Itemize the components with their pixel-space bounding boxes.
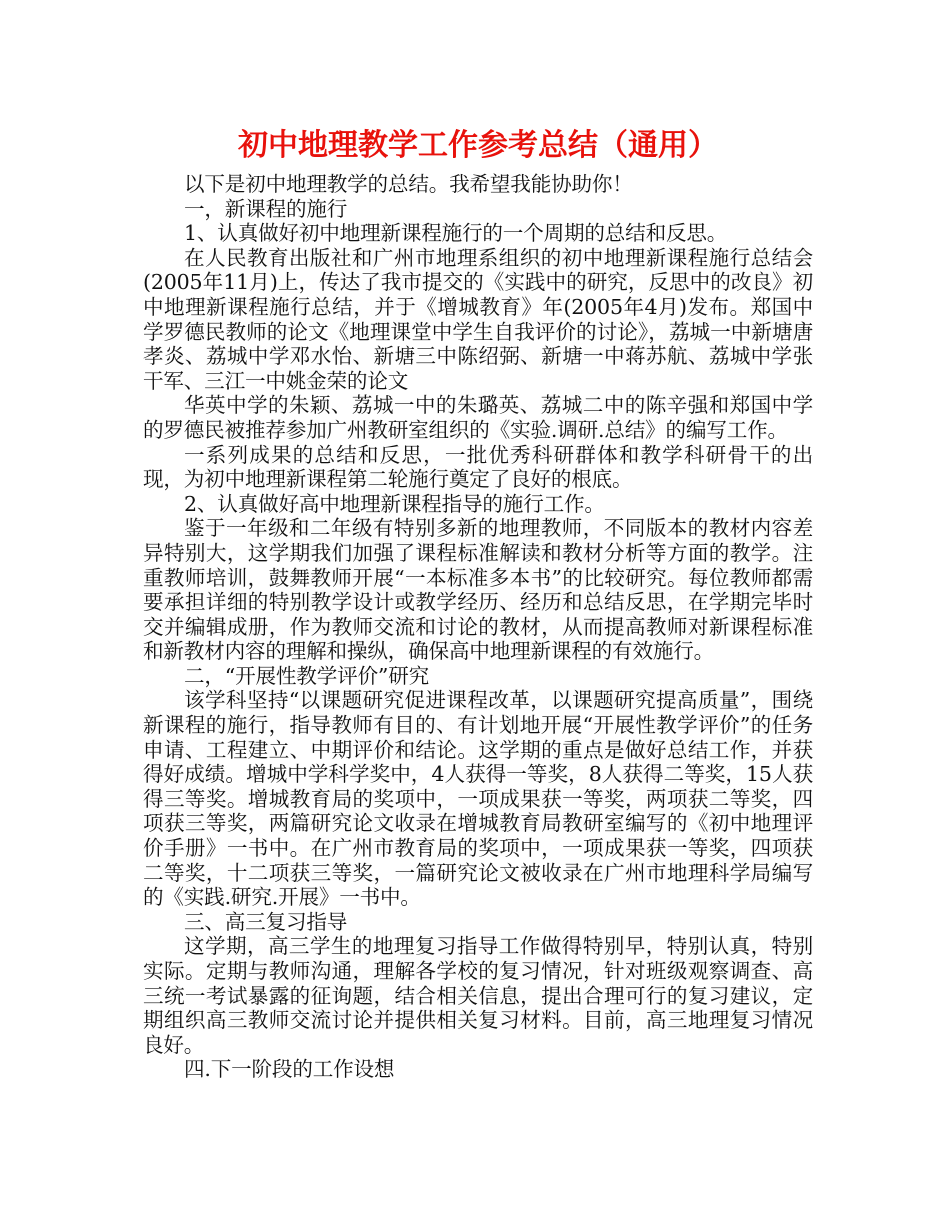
- document-page: [143, 124, 813, 1082]
- document-title: 初中地理教学工作参考总结（通用）: [238, 128, 718, 163]
- heading-section-3: 三、高三复习指导: [184, 909, 348, 934]
- heading-section-4: 四.下一阶段的工作设想: [184, 1057, 395, 1082]
- paragraph-evaluation-research: 该学科坚持“以课题研究促进课程改革，以课题研究提高质量”，围绕新课程的施行，指导教师有目的、有计划地开展“开展性教学评价”的任务申请、工程建立、中期评价和结论。这学期的重点是做好总结工作，并获得好成绩。增城中学科学奖中，4人获得一等奖，8人获得二等奖，15人获得三等奖。增城教育局的奖项中，一项成果获一等奖，两项获二等奖，四项获三等奖，两篇研究论文收录在增城教育局教研室编写的《初中地理评价手册》一书中。在广州市教育局的奖项中，一项成果获一等奖，四项获二等奖，十二项获三等奖，一篇研究论文被收录在广州市地理科学局编写的《实践.研究.开展》一书中。: [143, 688, 813, 910]
- subheading-1-1: 1、认真做好初中地理新课程施行的一个周期的总结和反思。: [184, 221, 728, 246]
- paragraph-recommended-teachers: 华英中学的朱颖、荔城一中的朱璐英、荔城二中的陈辛强和郑国中学的罗德民被推荐参加广州教研室组织的《实验.调研.总结》的编写工作。: [143, 393, 813, 442]
- heading-section-1: 一，新课程的施行: [184, 196, 348, 221]
- heading-section-2: 二，“开展性教学评价”研究: [184, 663, 429, 688]
- subheading-1-2: 2、认真做好高中地理新课程指导的施行工作。: [184, 491, 605, 516]
- paragraph-conference: 在人民教育出版社和广州市地理系组织的初中地理新课程施行总结会(2005年11月)上，传达了我市提交的《实践中的研究，反思中的改良》初中地理新课程施行总结，并于《增城教育》年(2005年4月)发布。郑国中学罗德民教师的论文《地理课堂中学生自我评价的讨论》，荔城一中新塘唐孝炎、荔城中学邓水怡、新塘三中陈绍弼、新塘一中蒋苏航、荔城中学张干军、三江一中姚金荣的论文: [143, 245, 813, 393]
- paragraph-intro: 以下是初中地理教学的总结。我希望我能协助你！: [184, 172, 633, 196]
- paragraph-achievements: 一系列成果的总结和反思，一批优秀科研群体和教学科研骨干的出现，为初中地理新课程第二轮施行奠定了良好的根底。: [143, 442, 813, 492]
- paragraph-high-school-guidance: 鉴于一年级和二年级有特别多新的地理教师，不同版本的教材内容差异特别大，这学期我们加强了课程标准解读和教材分析等方面的教学。注重教师培训，鼓舞教师开展“一本标准多本书”的比较研究。每位教师都需要承担详细的特别教学设计或教学经历、经历和总结反思，在学期完毕时交并编辑成册，作为教师交流和讨论的教材，从而提高教师对新课程标准和新教材内容的理解和操纵，确保高中地理新课程的有效施行。: [143, 516, 813, 664]
- paragraph-review-guidance: 这学期，高三学生的地理复习指导工作做得特别早，特别认真，特别实际。定期与教师沟通，理解各学校的复习情况，针对班级观察调查、高三统一考试暴露的征询题，结合相关信息，提出合理可行的复习建议，定期组织高三教师交流讨论并提供相关复习材料。目前，高三地理复习情况良好。: [143, 934, 813, 1057]
